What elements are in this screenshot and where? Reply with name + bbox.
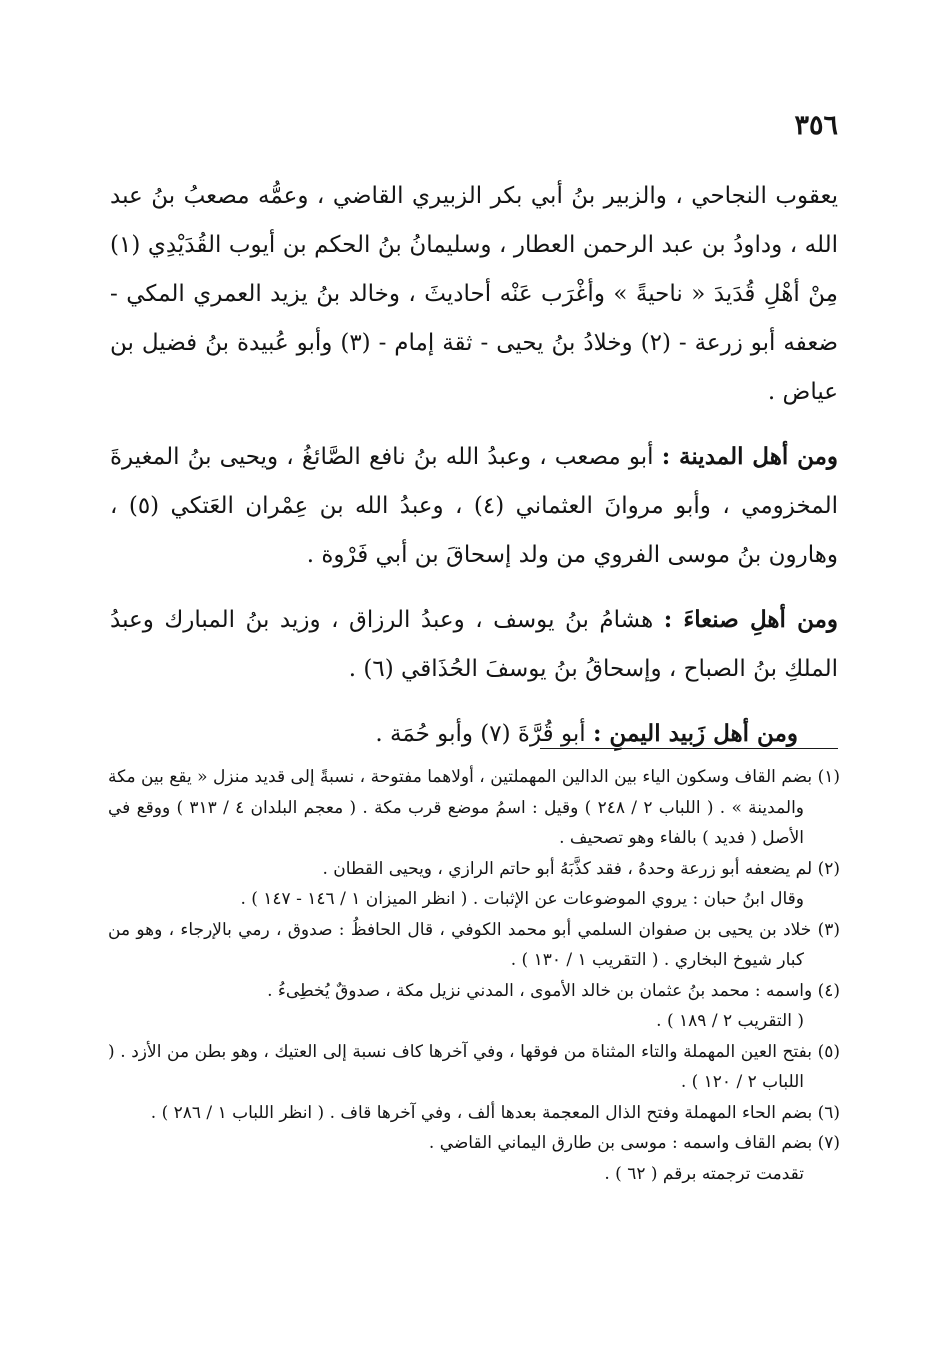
paragraph-zabid [110,709,838,759]
footnote-4: (٤) واسمه : محمد بنُ عثمان بن خالد الأموى ، المدني نزيل مكة ، صدوقٌ يُخطِىءُ . [267,980,840,1001]
section-heading: ومن أهلِ صنعاءَ : [663,606,838,633]
footnote-1: (١) بضم القاف وسكون الياء بين الدالين المهملتين ، أولاهما مفتوحة ، نسبةً إلى قديد منزل « يقع بين مكة والمدينة » . ( اللباب ٢ / ٢٤٨ ) وقيل : اسمُ موضع قرب مكة . ( معجم البلدان ٤ / ٣١٣ ) ووقع في الأصل ( فديد ) بالفاء وهو تصحيف . [108,767,840,848]
footnote-2: (٢) لم يضعفه أبو زرعة وحدهُ ، فقد كذَّبَهُ أبو حاتم الرازي ، ويحيى القطان . [322,858,840,879]
paragraph-medina [110,432,838,580]
footnote-separator [540,748,838,749]
footnote-2-continuation: وقال ابنُ حبان : يروي الموضوعات عن الإثبات . ( انظر الميزان ١ / ١٤٦ - ١٤٧ ) . [240,889,804,909]
footnote-5: (٥) بفتح العين المهملة والتاء المثناة من فوقها ، وفي آخرها كاف نسبة إلى العتيك ، وهو بطن من الأزد . ( اللباب ٢ / ١٢٠ ) . [108,1041,840,1092]
footnote-7-continuation: تقدمت ترجمته برقم ( ٦٢ ) . [604,1163,804,1184]
footnote-6: (٦) بضم الحاء المهملة وفتح الذال المعجمة بعدها ألف ، وفي آخرها قاف . ( انظر اللباب ١ / ٢٨٦ ) . [150,1102,840,1123]
footnote-7: (٧) بضم القاف واسمه : موسى بن طارق اليماني القاضي . [428,1133,840,1153]
footnotes [108,762,840,1189]
paragraph-text: يعقوب النجاحي ، والزبير بنُ أبي بكر الزبيري القاضي ، وعمُّه مصعبُ بنُ عبد الله ، وداودُ بن عبد الرحمن العطار ، وسليمانُ بنُ الحكم بن أيوب القُدَيْدِي (١) مِنْ أهْلِ قُدَيدَ « ناحيةً » وأغْرَب عَنْه أحاديثَ ، وخالد بنُ يزيد العمري المكي - ضعفه أبو زرعة - (٢) وخلادُ بنُ يحيى - ثقة إمام - (٣) وأبو عُبيدة بنُ فضيل بن عياض . [110,183,838,405]
section-heading: ومن أهل زَبيد اليمنِ : [592,720,798,747]
paragraph-sanaa [110,595,838,694]
paragraph-text: هشامُ بنُ يوسف ، وعبدُ الرزاق ، وزيد بنُ المبارك وعبدُ الملكِ بنُ الصباح ، وإسحاقُ بنُ يوسفَ الحُذَاقي (٦) . [110,607,838,682]
paragraph-text: أبو قُرَّةَ (٧) وأبو حُمَة . [375,721,593,747]
footnote-3: (٣) خلاد بن يحيى بن صفوان السلمي أبو محمد الكوفي ، قال الحافظُ : صدوق ، رمي بالإرجاء ، وهو من كبار شيوخ البخاري . ( التقريب ١ / ١٣٠ ) . [108,919,840,970]
section-heading: ومن أهل المدينة : [661,443,839,470]
paragraph-1 [110,172,838,417]
footnote-4-continuation: ( التقريب ٢ / ١٨٩ ) . [656,1011,804,1031]
page-number: ٣٥٦ [794,110,838,141]
main-text [110,172,838,774]
paragraph-text: أبو مصعب ، وعبدُ الله بنُ نافع الصَّائغُ ، ويحيى بنُ المغيرةَ المخزومي ، وأبو مروانَ العثماني (٤) ، وعبدُ الله بن عِمْران العَتكي (٥) ، وهارون بنُ موسى الفروي من ولد إسحاقَ بن أبي فَرْوة . [110,444,838,568]
